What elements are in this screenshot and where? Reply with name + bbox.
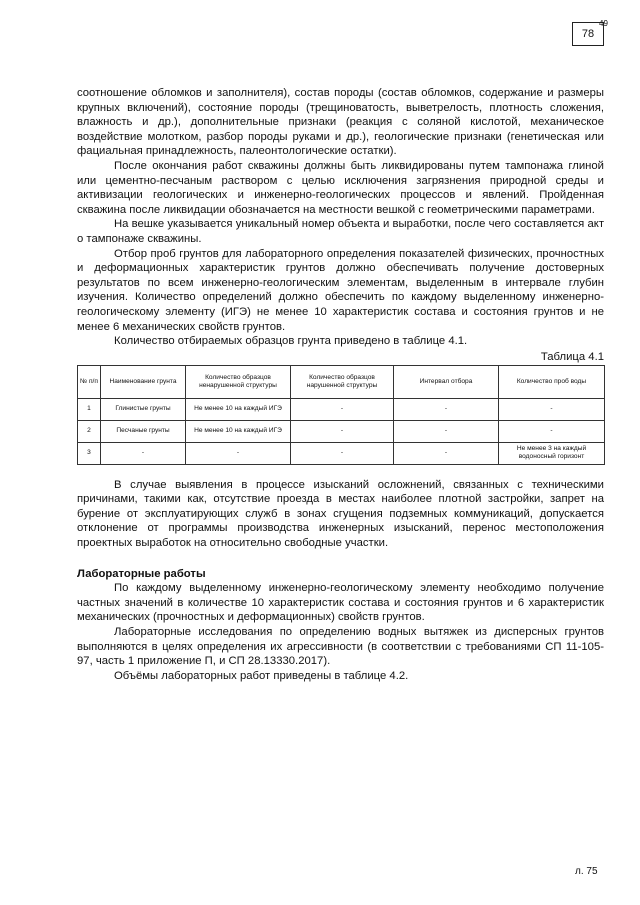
paragraph: соотношение обломков и заполнителя), состав породы (состав обломков, содержание и размеры крупных включений), состояние породы (трещиноватость, выветрелость, плотность сложения, влажность и др.), дополнительные признаки (реакция с соляной кислотой, механическое воздействие молотком, разбор породы руками и др.), геологические признаки (генетическая или фациальная принадлежность, палеонтологические остатки). — [77, 87, 604, 158]
document-body — [77, 86, 604, 683]
page-number-box: 78 — [572, 22, 604, 46]
section-heading: Лабораторные работы — [77, 567, 206, 580]
paragraph: В случае выявления в процессе изысканий осложнений, связанных с техническими причинами, такими как, отсутствие проезда в местах наиболее плотной застройки, запрет на бурение от эксплуатирующих служб в зонах сгущения подземных коммуникаций, допускается отклонение от программы производства инженерных изысканий, перенос местоположения проектных выработок на относительно свободные участки. — [77, 478, 604, 550]
table-cell: - — [101, 442, 186, 464]
table-cell: - — [291, 442, 394, 464]
table-cell: Не менее 10 на каждый ИГЭ — [186, 420, 291, 442]
table-cell: - — [394, 442, 499, 464]
table-row — [78, 398, 605, 420]
samples-table — [77, 365, 605, 465]
paragraph: После окончания работ скважины должны быть ликвидированы путем тампонажа глиной или цементно-песчаным раствором с целью исключения загрязнения природной среды и активизации геологических и инженерно-геологических процессов и явлений. Пройденная скважина после ликвидации обозначается на местности вешкой с геометрическими параметрами. — [77, 159, 604, 216]
table-cell: - — [394, 398, 499, 420]
table-header-cell: Количество проб воды — [499, 365, 605, 398]
table-cell: Не менее 3 на каждый водоносный горизонт — [499, 442, 605, 464]
table-cell: Глинистые грунты — [101, 398, 186, 420]
table-cell: - — [394, 420, 499, 442]
table-row — [78, 442, 605, 464]
table-cell: 2 — [78, 420, 101, 442]
table-cell: - — [499, 420, 605, 442]
paragraph: На вешке указывается уникальный номер объекта и выработки, после чего составляется акт о тампонаже скважины. — [77, 218, 604, 245]
table-header-cell: Количество образцов нарушенной структуры — [291, 365, 394, 398]
table-header-cell: № п/п — [78, 365, 101, 398]
sheet-number: л. 75 — [575, 866, 598, 877]
table-header-row — [78, 365, 605, 398]
table-cell: - — [499, 398, 605, 420]
table-cell: 1 — [78, 398, 101, 420]
paragraph: Отбор проб грунтов для лабораторного определения показателей физических, прочностных и деформационных характеристик грунтов должно обеспечивать получение достоверных результатов по всем инженерно-геологическим элементам, выделенным в интервале глубин изучения. Количество определений должно обеспечить по каждому выделенному инженерно-геологическому элементу (ИГЭ) не менее 10 характеристик состава и состояния грунтов и не менее 6 механических свойств грунтов. — [77, 247, 604, 333]
table-intro: Количество отбираемых образцов грунта приведено в таблице 4.1. — [114, 335, 468, 348]
table-cell: - — [291, 420, 394, 442]
table-header-cell: Интервал отбора — [394, 365, 499, 398]
table-header-cell: Наименование грунта — [101, 365, 186, 398]
table-cell: Песчаные грунты — [101, 420, 186, 442]
table-row — [78, 420, 605, 442]
table-cell: - — [291, 398, 394, 420]
table-cell: 3 — [78, 442, 101, 464]
table-cell: - — [186, 442, 291, 464]
table-title: Таблица 4.1 — [540, 350, 604, 363]
paragraph: Объёмы лабораторных работ приведены в таблице 4.2. — [114, 669, 409, 682]
page-number-superscript: 49 — [599, 19, 608, 28]
paragraph: Лабораторные исследования по определению водных вытяжек из дисперсных грунтов выполняются в целях определения их агрессивности (в соответствии с требованиями СП 11-105-97, часть 1 приложение П, и СП 28.13330.2017). — [77, 626, 604, 668]
table-cell: Не менее 10 на каждый ИГЭ — [186, 398, 291, 420]
paragraph: По каждому выделенному инженерно-геологическому элементу необходимо получение частных значений в количестве 10 характеристик состава и состояния грунтов и 6 характеристик механических (прочностных и деформационных) свойств грунтов. — [77, 582, 604, 624]
table-header-cell: Количество образцов ненарушенной структуры — [186, 365, 291, 398]
